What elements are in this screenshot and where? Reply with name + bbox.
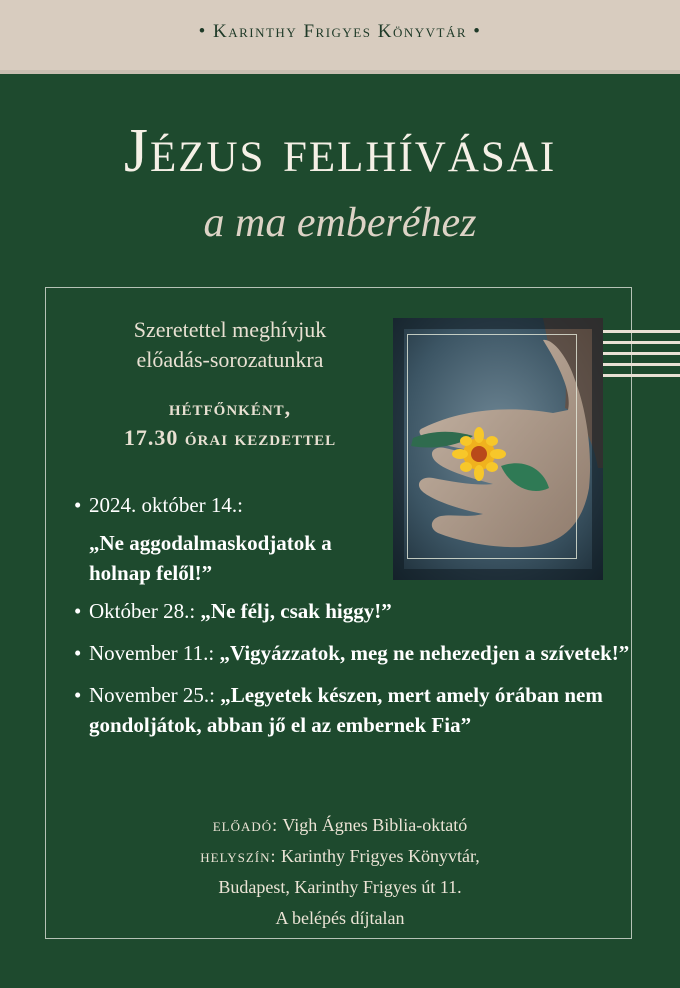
entry-note: A belépés díjtalan [275,908,405,928]
schedule-line-2: 17.30 órai kezdettel [123,425,337,450]
event-date: November 25.: [89,683,215,707]
event-item [74,638,634,668]
schedule-line-1: hétfőnként, [168,395,292,420]
invitation-line-2: előadás-sorozatunkra [136,347,324,372]
stripe [603,330,680,333]
event-date: Október 28.: [89,599,196,623]
speaker-label: előadó: [212,815,279,835]
event-title: „Vigyázzatok, meg ne nehezedjen a szívetek!” [219,641,630,665]
venue-line [0,841,680,872]
stripe [603,341,680,344]
organization-name: • Karinthy Frigyes Könyvtár • [198,21,482,42]
invitation-line-1: Szeretettel meghívjuk [133,317,327,342]
invitation-text [60,315,400,375]
stripe [603,352,680,355]
event-title: „Legyetek készen, mert amely órában nem gondoljátok, abban jő el az embernek Fia” [89,683,603,737]
event-item [74,490,634,588]
event-item [74,680,634,740]
page-title: Jézus felhívásai [123,117,557,185]
venue-name: Karinthy Frigyes Könyvtár, [281,846,480,866]
speaker-name: Vigh Ágnes Biblia-oktató [282,815,468,835]
speaker-line [0,810,680,841]
event-details [0,810,680,934]
venue-address: Budapest, Karinthy Frigyes út 11. [218,877,462,897]
event-date: 2024. október 14.: [89,493,243,517]
page-subtitle: a ma emberéhez [203,200,477,246]
decorative-stripes [603,330,680,378]
header-band [0,0,680,70]
event-list [74,490,634,740]
header-divider [0,70,680,74]
schedule-text [60,393,400,453]
event-item [74,596,634,626]
event-title: „Ne aggodalmaskodjatok a holnap felől!” [89,531,332,585]
event-date: November 11.: [89,641,215,665]
event-title: „Ne félj, csak higgy!” [200,599,392,623]
stripe [603,363,680,366]
venue-label: helyszín: [200,846,277,866]
stripe [603,374,680,377]
